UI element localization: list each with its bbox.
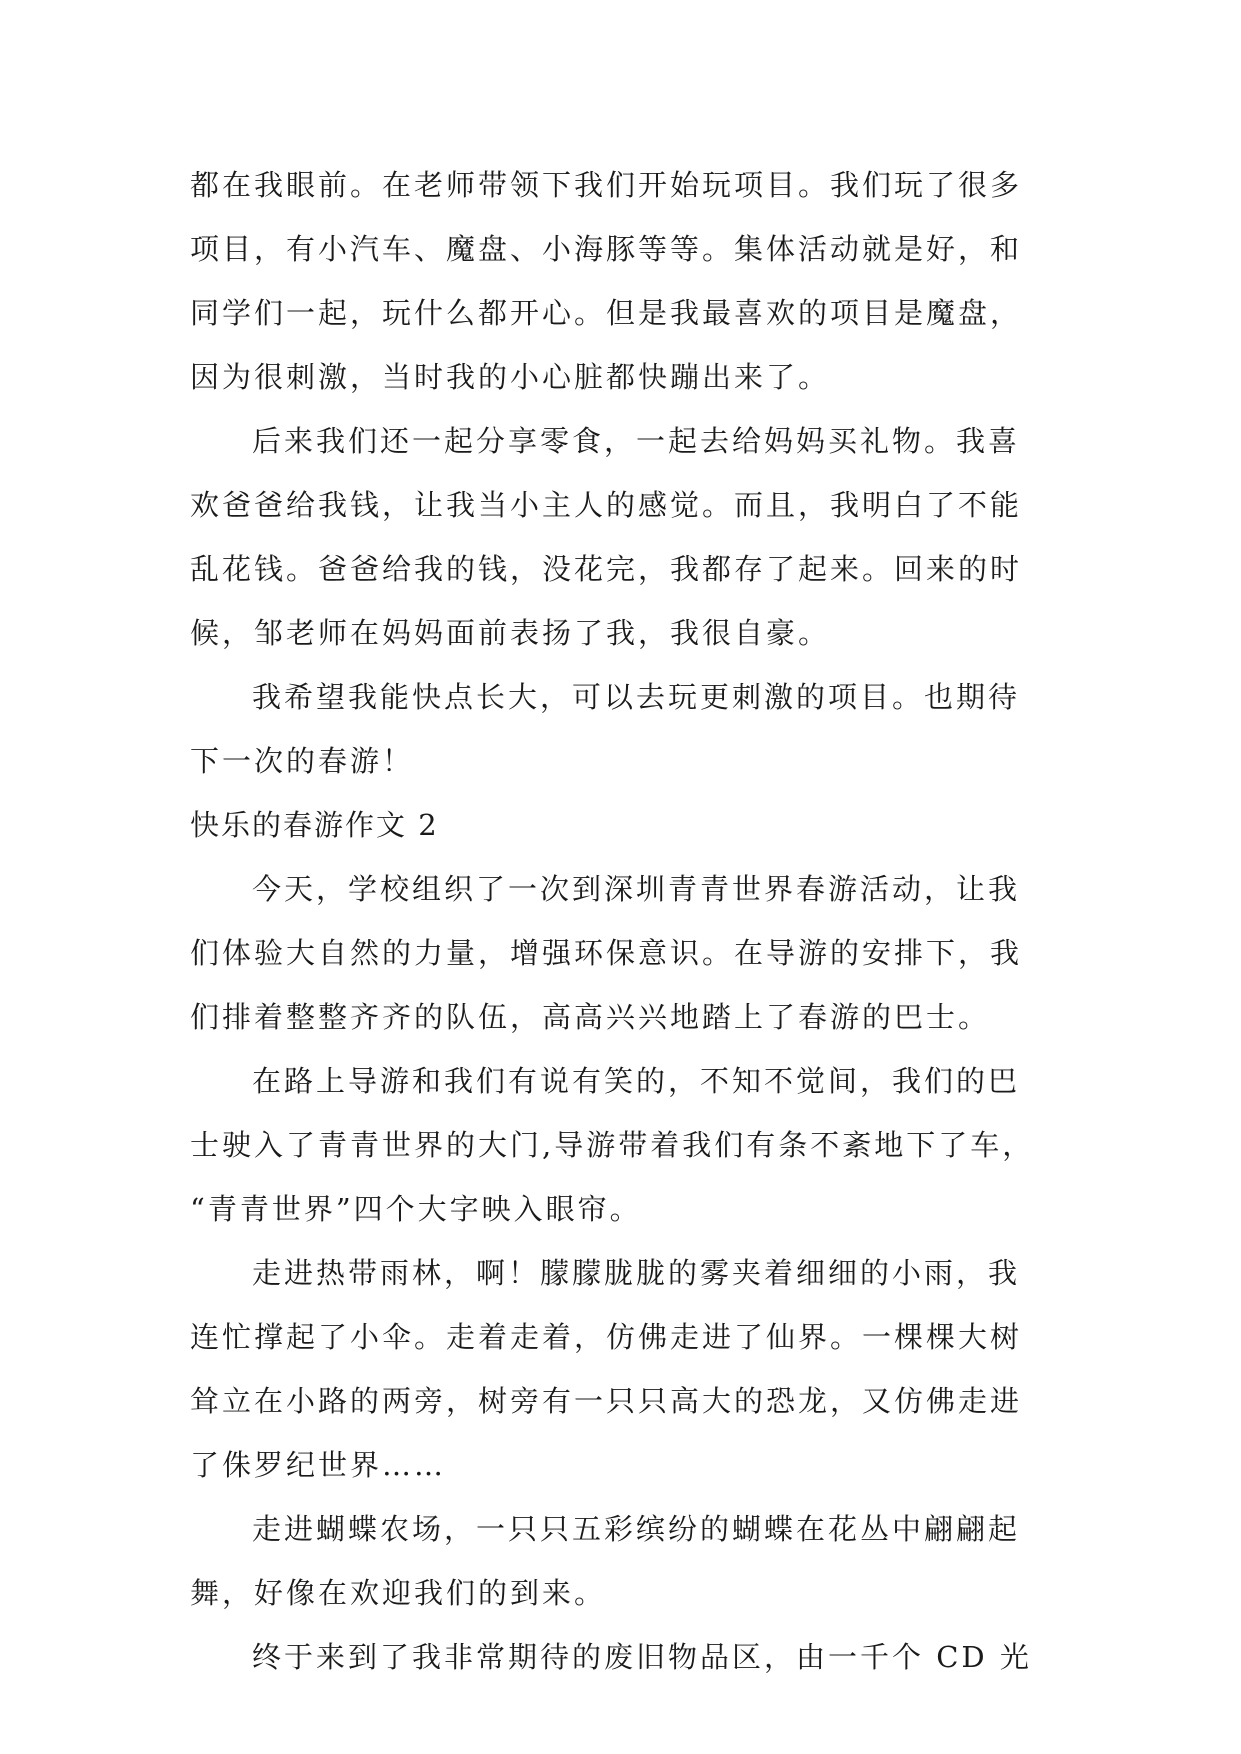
paragraph-line: 在路上导游和我们有说有笑的，不知不觉间，我们的巴 — [252, 1064, 1021, 1098]
paragraph-line: 乱花钱。爸爸给我的钱，没花完，我都存了起来。回来的时 — [190, 552, 1023, 586]
paragraph — [190, 665, 1070, 793]
document-body — [190, 153, 1070, 1689]
paragraph-line: 连忙撑起了小伞。走着走着，仿佛走进了仙界。一棵棵大树 — [190, 1320, 1023, 1354]
paragraph-line: 们体验大自然的力量，增强环保意识。在导游的安排下，我 — [190, 936, 1023, 970]
paragraph-line: 耸立在小路的两旁，树旁有一只只高大的恐龙，又仿佛走进 — [190, 1384, 1023, 1418]
paragraph-line: 走进热带雨林，啊！朦朦胧胧的雾夹着细细的小雨，我 — [252, 1256, 1021, 1290]
paragraph-line: 候，邹老师在妈妈面前表扬了我，我很自豪。 — [190, 616, 831, 650]
paragraph-line: 因为很刺激，当时我的小心脏都快蹦出来了。 — [190, 360, 831, 394]
paragraph-line: 了侏罗纪世界…… — [190, 1448, 447, 1482]
paragraph — [190, 1241, 1070, 1497]
section-title-text: 快乐的春游作文 2 — [190, 808, 439, 842]
paragraph-line: 都在我眼前。在老师带领下我们开始玩项目。我们玩了很多 — [190, 168, 1023, 202]
paragraph — [190, 1497, 1070, 1625]
paragraph-line: 终于来到了我非常期待的废旧物品区，由一千个 CD 光 — [252, 1640, 1032, 1674]
paragraph — [190, 409, 1070, 665]
paragraph-line: 舞，好像在欢迎我们的到来。 — [190, 1576, 607, 1610]
paragraph-line: “青青世界”四个大字映入眼帘。 — [190, 1192, 642, 1226]
paragraph — [190, 1625, 1070, 1689]
paragraph — [190, 1049, 1070, 1241]
paragraph-line: 走进蝴蝶农场，一只只五彩缤纷的蝴蝶在花丛中翩翩起 — [252, 1512, 1021, 1546]
paragraph-line: 同学们一起，玩什么都开心。但是我最喜欢的项目是魔盘， — [190, 296, 1023, 330]
paragraph — [190, 153, 1070, 409]
paragraph-line: 下一次的春游！ — [190, 744, 415, 778]
paragraph-line: 后来我们还一起分享零食，一起去给妈妈买礼物。我喜 — [252, 424, 1021, 458]
paragraph-line: 士驶入了青青世界的大门,导游带着我们有条不紊地下了车， — [190, 1128, 1035, 1162]
paragraph-line: 们排着整整齐齐的队伍，高高兴兴地踏上了春游的巴士。 — [190, 1000, 991, 1034]
section-title — [190, 793, 1070, 857]
paragraph — [190, 857, 1070, 1049]
paragraph-line: 我希望我能快点长大，可以去玩更刺激的项目。也期待 — [252, 680, 1021, 714]
paragraph-line: 项目，有小汽车、魔盘、小海豚等等。集体活动就是好，和 — [190, 232, 1023, 266]
paragraph-line: 欢爸爸给我钱，让我当小主人的感觉。而且，我明白了不能 — [190, 488, 1023, 522]
paragraph-line: 今天，学校组织了一次到深圳青青世界春游活动，让我 — [252, 872, 1021, 906]
